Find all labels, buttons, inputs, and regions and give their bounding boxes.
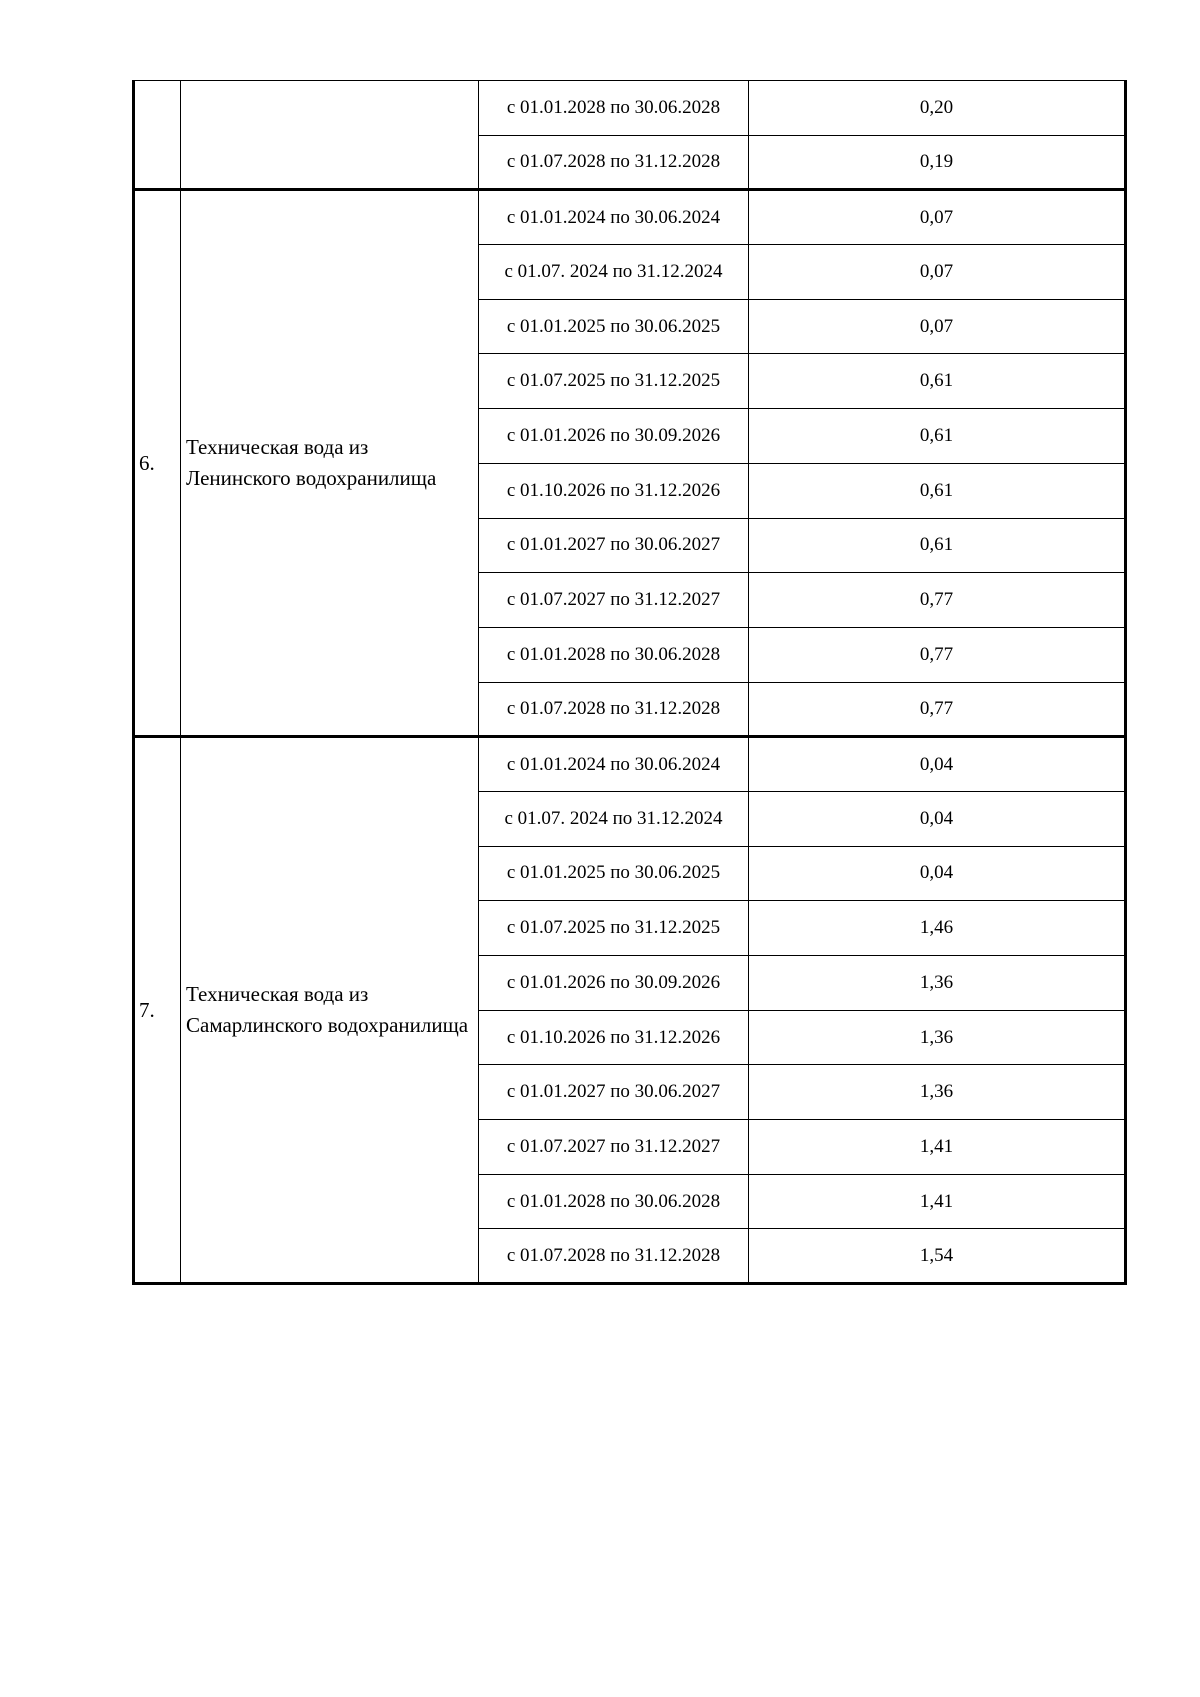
period-cell: с 01.01.2027 по 30.06.2027 [479,1065,749,1120]
value-cell: 0,07 [749,299,1126,354]
value-cell: 0,77 [749,573,1126,628]
value-cell: 0,61 [749,518,1126,573]
value-cell: 0,04 [749,791,1126,846]
group-name: Техническая вода из Самарлинского водохранилища [181,737,479,1284]
period-cell: с 01.01.2028 по 30.06.2028 [479,627,749,682]
value-cell: 0,77 [749,682,1126,737]
value-cell: 0,07 [749,190,1126,245]
value-cell: 0,04 [749,846,1126,901]
value-cell: 1,46 [749,901,1126,956]
value-cell: 1,36 [749,956,1126,1011]
period-cell: с 01.01.2025 по 30.06.2025 [479,846,749,901]
period-cell: с 01.01.2024 по 30.06.2024 [479,190,749,245]
value-cell: 0,61 [749,463,1126,518]
value-cell: 0,19 [749,135,1126,190]
period-cell: с 01.07.2025 по 31.12.2025 [479,901,749,956]
period-cell: с 01.07. 2024 по 31.12.2024 [479,245,749,300]
table-row [134,190,1126,245]
value-cell: 1,41 [749,1174,1126,1229]
period-cell: с 01.01.2028 по 30.06.2028 [479,81,749,136]
value-cell: 1,36 [749,1010,1126,1065]
period-cell: с 01.01.2027 по 30.06.2027 [479,518,749,573]
value-cell: 0,20 [749,81,1126,136]
period-cell: с 01.01.2024 по 30.06.2024 [479,737,749,792]
value-cell: 1,54 [749,1229,1126,1284]
period-cell: с 01.10.2026 по 31.12.2026 [479,463,749,518]
period-cell: с 01.07.2028 по 31.12.2028 [479,682,749,737]
tariff-table [132,80,1127,1285]
group-name: Техническая вода из Ленинского водохранилища [181,190,479,737]
value-cell: 0,04 [749,737,1126,792]
period-cell: с 01.01.2026 по 30.09.2026 [479,409,749,464]
period-cell: с 01.07.2025 по 31.12.2025 [479,354,749,409]
period-cell: с 01.07.2027 по 31.12.2027 [479,573,749,628]
value-cell: 0,07 [749,245,1126,300]
group-number: 7. [134,737,181,1284]
period-cell: с 01.07. 2024 по 31.12.2024 [479,791,749,846]
period-cell: с 01.07.2028 по 31.12.2028 [479,1229,749,1284]
group-number [134,81,181,190]
period-cell: с 01.01.2026 по 30.09.2026 [479,956,749,1011]
group-number: 6. [134,190,181,737]
period-cell: с 01.07.2028 по 31.12.2028 [479,135,749,190]
value-cell: 1,41 [749,1120,1126,1175]
value-cell: 1,36 [749,1065,1126,1120]
period-cell: с 01.10.2026 по 31.12.2026 [479,1010,749,1065]
period-cell: с 01.07.2027 по 31.12.2027 [479,1120,749,1175]
period-cell: с 01.01.2028 по 30.06.2028 [479,1174,749,1229]
table-row [134,81,1126,136]
value-cell: 0,61 [749,354,1126,409]
group-name [181,81,479,190]
value-cell: 0,61 [749,409,1126,464]
period-cell: с 01.01.2025 по 30.06.2025 [479,299,749,354]
table-row [134,737,1126,792]
value-cell: 0,77 [749,627,1126,682]
